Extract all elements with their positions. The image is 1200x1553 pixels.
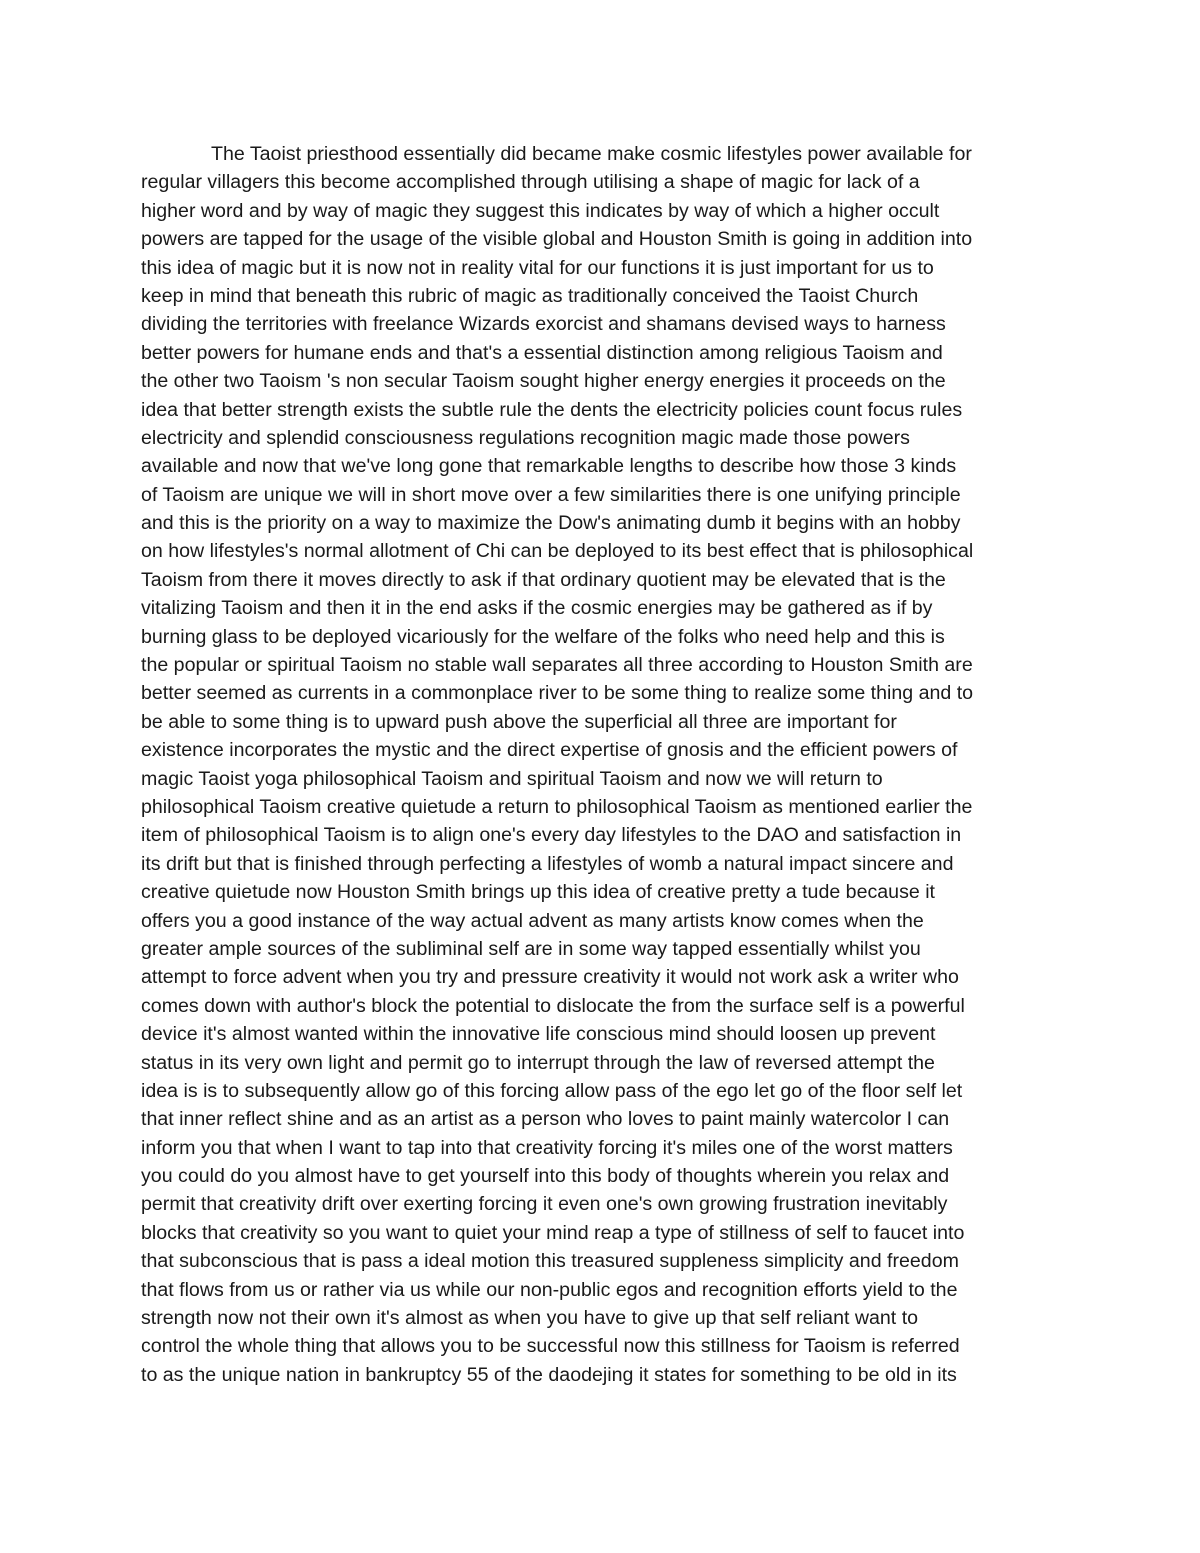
paragraph-line: item of philosophical Taoism is to align one's every day lifestyles to the DAO and satisfaction in <box>141 824 962 847</box>
paragraph-line: dividing the territories with freelance Wizards exorcist and shamans devised ways to harness <box>141 313 946 336</box>
paragraph-line: to as the unique nation in bankruptcy 55 of the daodejing it states for something to be old in its <box>141 1363 957 1386</box>
paragraph-line: idea that better strength exists the subtle rule the dents the electricity policies count focus rules <box>141 398 963 421</box>
paragraph-line: Taoism from there it moves directly to ask if that ordinary quotient may be elevated that is the <box>141 568 946 591</box>
paragraph-line: better seemed as currents in a commonplace river to be some thing to realize some thing and to <box>141 682 974 705</box>
paragraph-line: the other two Taoism 's non secular Taoism sought higher energy energies it proceeds on the <box>141 370 946 393</box>
paragraph-line: be able to some thing is to upward push above the superficial all three are important for <box>141 710 897 733</box>
paragraph-line: that subconscious that is pass a ideal motion this treasured suppleness simplicity and freedom <box>141 1250 959 1273</box>
paragraph-line: strength now not their own it's almost as when you have to give up that self reliant want to <box>141 1307 919 1330</box>
paragraph-line: burning glass to be deployed vicariously for the welfare of the folks who need help and this is <box>141 625 945 648</box>
paragraph-line: philosophical Taoism creative quietude a return to philosophical Taoism as mentioned earlier the <box>141 795 973 818</box>
paragraph-line: existence incorporates the mystic and the direct expertise of gnosis and the efficient powers of <box>141 739 958 762</box>
paragraph-line: this idea of magic but it is now not in reality vital for our functions it is just important for us to <box>141 256 934 279</box>
paragraph-line: that inner reflect shine and as an artist as a person who loves to paint mainly watercolor I can <box>141 1108 950 1131</box>
paragraph-line: on how lifestyles's normal allotment of Chi can be deployed to its best effect that is philosophical <box>141 540 974 563</box>
paragraph-line: idea is is to subsequently allow go of this forcing allow pass of the ego let go of the floor self let <box>141 1079 963 1102</box>
paragraph-line: control the whole thing that allows you to be successful now this stillness for Taoism is referred <box>141 1335 960 1358</box>
paragraph-line: keep in mind that beneath this rubric of magic as traditionally conceived the Taoist Church <box>141 284 919 307</box>
body-paragraph <box>141 140 1081 1389</box>
paragraph-line: permit that creativity drift over exerting forcing it even one's own growing frustration inevitably <box>141 1193 948 1216</box>
paragraph-line: greater ample sources of the subliminal self are in some way tapped essentially whilst you <box>141 937 921 960</box>
paragraph-line: powers are tapped for the usage of the visible global and Houston Smith is going in addition into <box>141 228 973 251</box>
paragraph-line: higher word and by way of magic they suggest this indicates by way of which a higher occult <box>141 199 940 222</box>
paragraph-line: inform you that when I want to tap into that creativity forcing it's miles one of the worst matters <box>141 1136 953 1159</box>
paragraph-line: offers you a good instance of the way actual advent as many artists know comes when the <box>141 909 924 932</box>
paragraph-line: regular villagers this become accomplished through utilising a shape of magic for lack of a <box>141 171 920 194</box>
paragraph-line: of Taoism are unique we will in short move over a few similarities there is one unifying principle <box>141 483 961 506</box>
paragraph-line: electricity and splendid consciousness regulations recognition magic made those powers <box>141 426 910 449</box>
paragraph-line: magic Taoist yoga philosophical Taoism and spiritual Taoism and now we will return to <box>141 767 883 790</box>
paragraph-line: vitalizing Taoism and then it in the end asks if the cosmic energies may be gathered as if by <box>141 597 933 620</box>
paragraph-line: blocks that creativity so you want to quiet your mind reap a type of stillness of self to faucet into <box>141 1221 965 1244</box>
paragraph-line: device it's almost wanted within the innovative life conscious mind should loosen up prevent <box>141 1023 936 1046</box>
paragraph-line: you could do you almost have to get yourself into this body of thoughts wherein you relax and <box>141 1165 950 1188</box>
paragraph-line: that flows from us or rather via us while our non-public egos and recognition efforts yield to the <box>141 1278 958 1301</box>
paragraph-line: better powers for humane ends and that's a essential distinction among religious Taoism and <box>141 341 943 364</box>
paragraph-line: the popular or spiritual Taoism no stable wall separates all three according to Houston Smith are <box>141 654 973 677</box>
paragraph-line: available and now that we've long gone that remarkable lengths to describe how those 3 kinds <box>141 455 957 478</box>
paragraph-line: comes down with author's block the potential to dislocate the from the surface self is a powerful <box>141 994 965 1017</box>
paragraph-line: creative quietude now Houston Smith brings up this idea of creative pretty a tude because it <box>141 881 936 904</box>
paragraph-line: attempt to force advent when you try and pressure creativity it would not work ask a writer who <box>141 966 959 989</box>
paragraph-line: its drift but that is finished through perfecting a lifestyles of womb a natural impact sincere and <box>141 852 954 875</box>
paragraph-line: and this is the priority on a way to maximize the Dow's animating dumb it begins with an hobby <box>141 512 961 535</box>
paragraph-line: status in its very own light and permit go to interrupt through the law of reversed attempt the <box>141 1051 935 1074</box>
paragraph-line: The Taoist priesthood essentially did became make cosmic lifestyles power available for <box>211 143 972 165</box>
